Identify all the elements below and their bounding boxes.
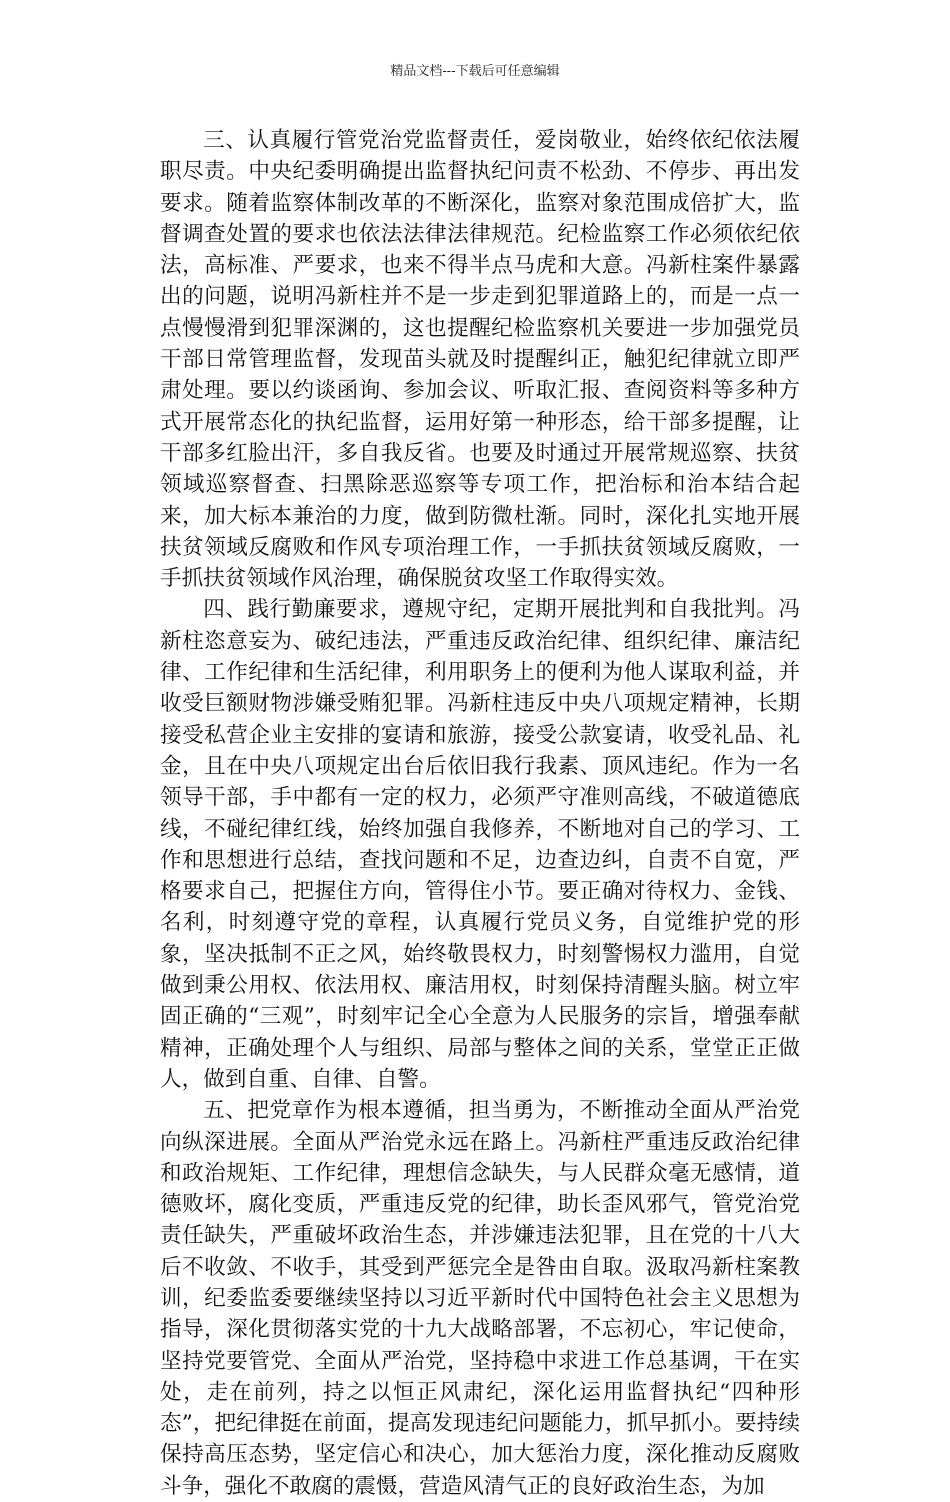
page-header: 精品文档---下载后可任意编辑 bbox=[390, 64, 560, 79]
paragraph-section-five: 五、把党章作为根本遵循，担当勇为，不断推动全面从严治党向纵深进展。全面从严治党永远在路上。冯新柱严重违反政治纪律和政治规矩、工作纪律，理想信念缺失，与人民群众毫无感情，道德败坏，腐化变质，严重违反党的纪律，助长歪风邪气，管党治党责任缺失，严重破坏政治生态，并涉嫌违法犯罪，且在党的十八大后不收敛、不收手，其受到严惩完全是咎由自取。汲取冯新柱案教训，纪委监委要继续坚持以习近平新时代中国特色社会主义思想为指导，深化贯彻落实党的十九大战略部署，不忘初心，牢记使命，坚持党要管党、全面从严治党，坚持稳中求进工作总基调，干在实处，走在前列，持之以恒正风肃纪，深化运用监督执纪“四种形态”，把纪律挺在前面，提高发现违纪问题能力，抓早抓小。要持续保持高压态势，坚定信心和决心，加大惩治力度，深化推动反腐败斗争，强化不敢腐的震慑，营造风清气正的良好政治生态，为加 bbox=[160, 1098, 800, 1499]
paragraph-section-three: 三、认真履行管党治党监督责任，爱岗敬业，始终依纪依法履职尽责。中央纪委明确提出监督执纪问责不松劲、不停步、再出发要求。随着监察体制改革的不断深化，监察对象范围成倍扩大，监督调查处置的要求也依法法律法律规范。纪检监察工作必须依纪依法，高标准、严要求，也来不得半点马虎和大意。冯新柱案件暴露出的问题，说明冯新柱并不是一步走到犯罪道路上的，而是一点一点慢慢滑到犯罪深渊的，这也提醒纪检监察机关要进一步加强党员干部日常管理监督，发现苗头就及时提醒纠正，触犯纪律就立即严肃处理。要以约谈函询、参加会议、听取汇报、查阅资料等多种方式开展常态化的执纪监督，运用好第一种形态，给干部多提醒，让干部多红脸出汗，多自我反省。也要及时通过开展常规巡察、扶贫领域巡察督查、扫黑除恶巡察等专项工作，把治标和治本结合起来，加大标本兼治的力度，做到防微杜渐。同时，深化扎实地开展扶贫领域反腐败和作风专项治理工作，一手抓扶贫领域反腐败，一手抓扶贫领域作风治理，确保脱贫攻坚工作取得实效。 bbox=[160, 128, 800, 592]
document-body bbox=[160, 125, 800, 1502]
paragraph-section-four: 四、践行勤廉要求，遵规守纪，定期开展批判和自我批判。冯新柱恣意妄为、破纪违法，严重违反政治纪律、组织纪律、廉洁纪律、工作纪律和生活纪律，利用职务上的便利为他人谋取利益，并收受巨额财物涉嫌受贿犯罪。冯新柱违反中央八项规定精神，长期接受私营企业主安排的宴请和旅游，接受公款宴请，收受礼品、礼金，且在中央八项规定出台后依旧我行我素、顶风违纪。作为一名领导干部，手中都有一定的权力，必须严守准则高线，不破道德底线，不碰纪律红线，始终加强自我修养，不断地对自己的学习、工作和思想进行总结，查找问题和不足，边查边纠，自责不自宽，严格要求自己，把握住方向，管得住小节。要正确对待权力、金钱、名利，时刻遵守党的章程，认真履行党员义务，自觉维护党的形象，坚决抵制不正之风，始终敬畏权力，时刻警惕权力滥用，自觉做到秉公用权、依法用权、廉洁用权，时刻保持清醒头脑。树立牢固正确的“三观”，时刻牢记全心全意为人民服务的宗旨，增强奉献精神，正确处理个人与组织、局部与整体之间的关系，堂堂正正做人，做到自重、自律、自警。 bbox=[160, 597, 800, 1092]
